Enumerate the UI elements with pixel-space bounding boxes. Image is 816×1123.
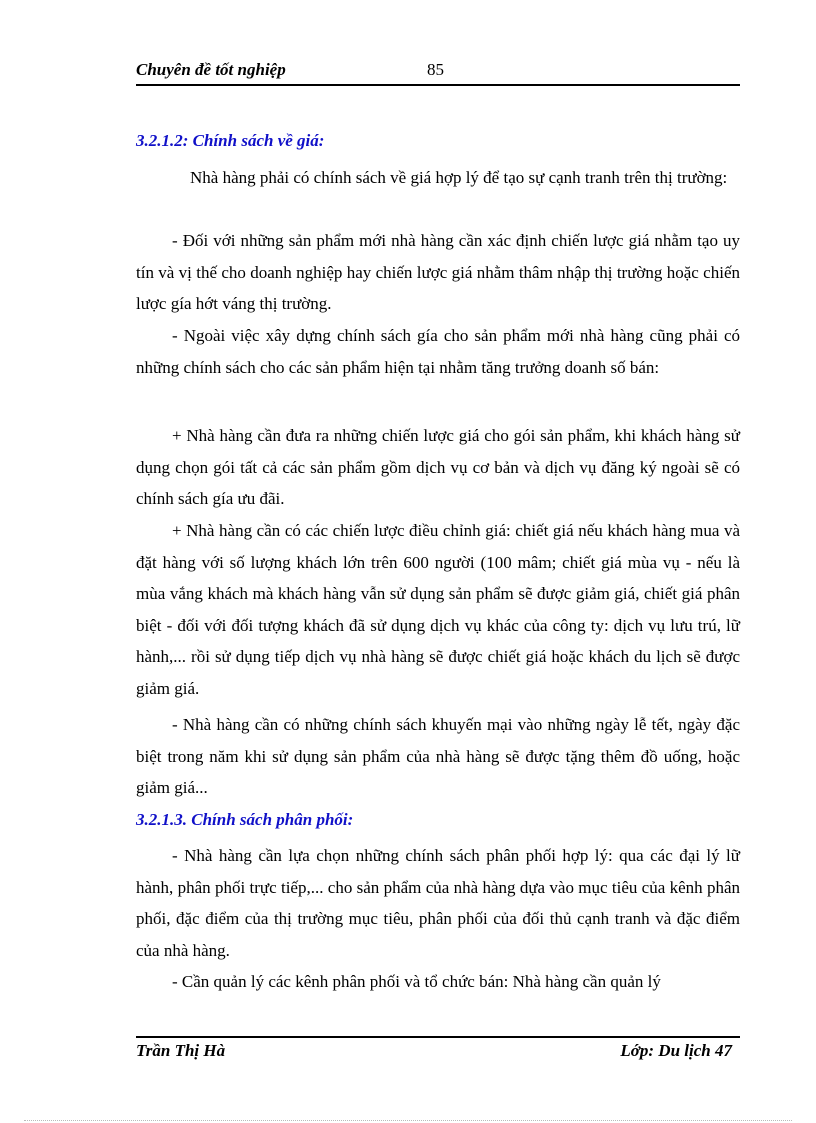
paragraph: - Ngoài việc xây dựng chính sách gía cho sản phẩm mới nhà hàng cũng phải có những chính sách cho các sản phẩm hiện tại nhằm tăng trưởng doanh số bán:: [136, 326, 740, 377]
header-title: Chuyên đề tốt nghiệp: [136, 60, 286, 79]
page-footer: [136, 1041, 740, 1065]
footer-class: Lớp: Du lịch 47: [620, 1041, 732, 1060]
paragraph: - Đối với những sản phẩm mới nhà hàng cần xác định chiến lược giá nhằm tạo uy tín và vị thế cho doanh nghiệp hay chiến lược giá nhằm thâm nhập thị trường hoặc chiến lược gía hớt váng thị trường.: [136, 231, 740, 313]
footer-rule: [136, 1036, 740, 1038]
header-rule: [136, 84, 740, 86]
paragraph: - Nhà hàng cần có những chính sách khuyến mại vào những ngày lễ tết, ngày đặc biệt trong năm khi sử dụng sản phẩm của nhà hàng sẽ được tặng thêm đồ uống, hoặc giảm giá...: [136, 715, 740, 797]
footer-author: Trần Thị Hà: [136, 1041, 226, 1060]
paragraph: + Nhà hàng cần có các chiến lược điều chỉnh giá: chiết giá nếu khách hàng mua và đặt hàng với số lượng khách lớn trên 600 người (100 mâm; chiết giá mùa vụ - nếu là mùa vắng khách mà khách hàng vẫn sử dụng sản phẩm sẽ được giảm giá, chiết giá phân biệt - đối với đối tượng khách đã sử dụng dịch vụ khác của công ty: dịch vụ lưu trú, lữ hành,... rồi sử dụng tiếp dịch vụ nhà hàng sẽ được chiết giá hoặc khách du lịch sẽ được giảm giá.: [136, 521, 740, 698]
paragraph: - Cần quản lý các kênh phân phối và tổ chức bán: Nhà hàng cần quản lý: [172, 972, 661, 991]
paragraph: + Nhà hàng cần đưa ra những chiến lược giá cho gói sản phẩm, khi khách hàng sử dụng chọn gói tất cả các sản phẩm gồm dịch vụ cơ bản và dịch vụ đăng ký ngoài sẽ có chính sách gía ưu đãi.: [136, 426, 740, 508]
section-heading-pricing: 3.2.1.2: Chính sách về giá:: [136, 131, 325, 150]
page-edge-divider: [24, 1120, 792, 1121]
page-header: [136, 60, 740, 84]
paragraph: Nhà hàng phải có chính sách về giá hợp lý để tạo sự cạnh tranh trên thị trường:: [190, 168, 728, 187]
header-page-number: 85: [427, 60, 444, 79]
section-heading-distribution: 3.2.1.3. Chính sách phân phối:: [136, 810, 354, 829]
paragraph: - Nhà hàng cần lựa chọn những chính sách phân phối hợp lý: qua các đại lý lữ hành, phân phối trực tiếp,... cho sản phẩm của nhà hàng dựa vào mục tiêu của kênh phân phối, đặc điểm của thị trường mục tiêu, phân phối của đối thủ cạnh tranh và đặc điểm của nhà hàng.: [136, 846, 740, 960]
